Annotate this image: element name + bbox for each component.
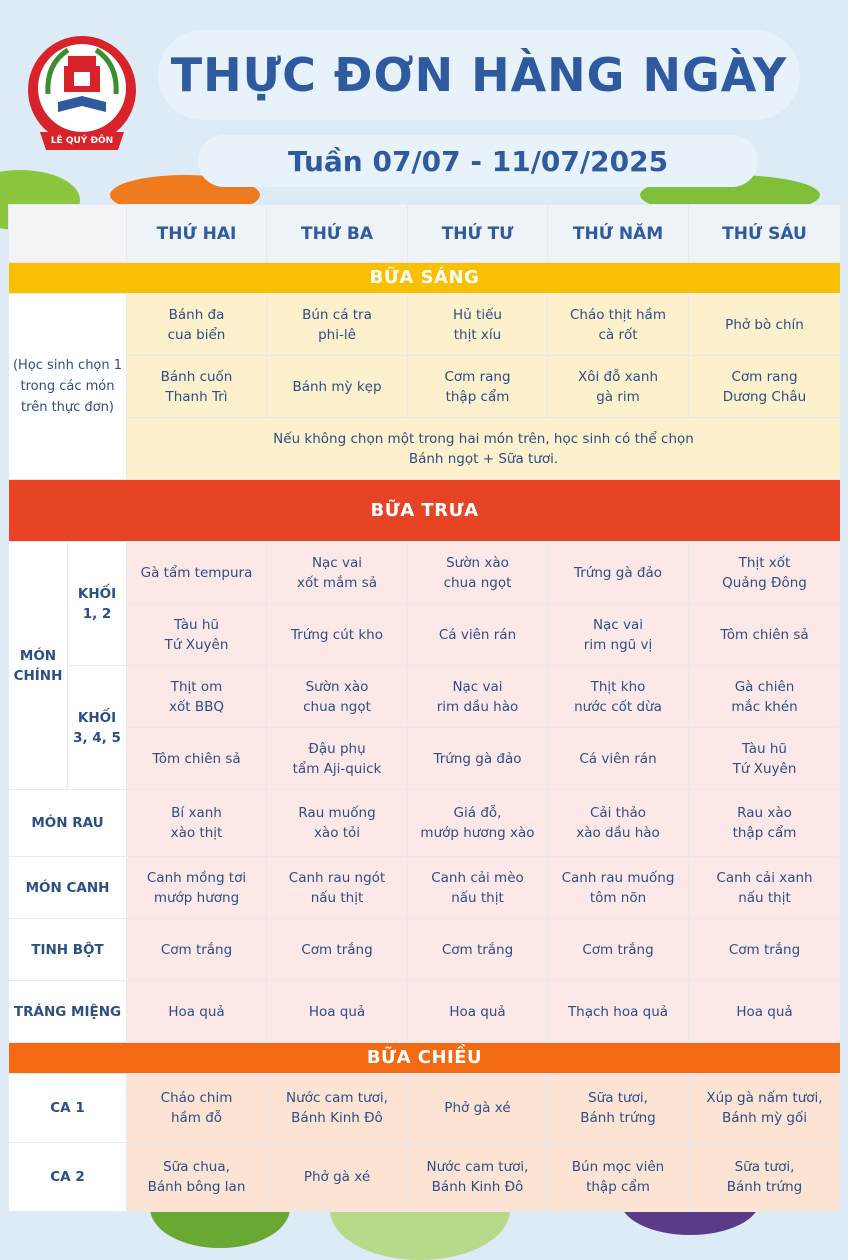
menu-cell: Sữa tươi, Bánh trứng	[689, 1143, 841, 1212]
menu-cell: Canh rau ngót nấu thịt	[267, 857, 408, 919]
lunch-band	[9, 480, 841, 542]
menu-cell: Trứng gà đảo	[548, 542, 689, 604]
menu-cell: Bánh cuốn Thanh Trì	[127, 356, 267, 418]
table-row	[9, 542, 841, 604]
breakfast-side-label: (Học sinh chọn 1 trong các món trên thực đơn)	[9, 294, 127, 480]
menu-cell: Cơm trắng	[548, 919, 689, 981]
menu-cell: Hoa quả	[127, 981, 267, 1043]
row-label: CA 1	[9, 1074, 127, 1143]
menu-cell: Hoa quả	[267, 981, 408, 1043]
menu-cell: Thịt xốt Quảng Đông	[689, 542, 841, 604]
menu-cell: Cháo chim hầm đỗ	[127, 1074, 267, 1143]
row-label: MÓN RAU	[9, 790, 127, 857]
table-row	[9, 666, 841, 728]
table-row	[9, 919, 841, 981]
school-logo	[28, 24, 136, 164]
week-range: Tuần 07/07 - 11/07/2025	[198, 135, 758, 187]
menu-cell: Sữa chua, Bánh bông lan	[127, 1143, 267, 1212]
table-row	[9, 604, 841, 666]
menu-cell: Trứng gà đảo	[408, 728, 548, 790]
table-row	[9, 1074, 841, 1143]
day-header: THỨ TƯ	[408, 205, 548, 263]
menu-cell: Nước cam tươi, Bánh Kinh Đô	[267, 1074, 408, 1143]
menu-cell: Sữa tươi, Bánh trứng	[548, 1074, 689, 1143]
menu-cell: Bí xanh xào thịt	[127, 790, 267, 857]
table-row	[9, 790, 841, 857]
menu-cell: Phở bò chín	[689, 294, 841, 356]
menu-cell: Hủ tiếu thịt xíu	[408, 294, 548, 356]
menu-cell: Cơm rang Dương Châu	[689, 356, 841, 418]
menu-cell: Cơm trắng	[408, 919, 548, 981]
menu-cell: Nước cam tươi, Bánh Kinh Đô	[408, 1143, 548, 1212]
menu-cell: Cải thảo xào dầu hào	[548, 790, 689, 857]
menu-cell: Canh rau muống tôm nõn	[548, 857, 689, 919]
menu-cell: Bánh đa cua biển	[127, 294, 267, 356]
afternoon-title: BỮA CHIỀU	[9, 1043, 841, 1074]
menu-cell: Cá viên rán	[548, 728, 689, 790]
day-header: THỨ HAI	[127, 205, 267, 263]
menu-cell: Đậu phụ tẩm Aji-quick	[267, 728, 408, 790]
menu-cell: Sườn xào chua ngọt	[267, 666, 408, 728]
menu-cell: Bún mọc viên thập cẩm	[548, 1143, 689, 1212]
menu-cell: Trứng cút kho	[267, 604, 408, 666]
menu-cell: Nạc vai rim ngũ vị	[548, 604, 689, 666]
menu-cell: Gà tẩm tempura	[127, 542, 267, 604]
menu-cell: Phở gà xé	[267, 1143, 408, 1212]
menu-cell: Cá viên rán	[408, 604, 548, 666]
row-label: MÓN CANH	[9, 857, 127, 919]
table-row	[9, 1143, 841, 1212]
menu-cell: Tàu hũ Tứ Xuyên	[689, 728, 841, 790]
table-row	[9, 728, 841, 790]
day-header-row	[9, 205, 841, 263]
menu-cell: Tàu hũ Tứ Xuyên	[127, 604, 267, 666]
menu-cell: Giá đỗ, mướp hương xào	[408, 790, 548, 857]
header-corner	[9, 205, 127, 263]
menu-cell: Sườn xào chua ngọt	[408, 542, 548, 604]
breakfast-title: BỮA SÁNG	[9, 263, 841, 294]
menu-cell: Phở gà xé	[408, 1074, 548, 1143]
breakfast-note-row	[9, 418, 841, 480]
menu-cell: Canh cải xanh nấu thịt	[689, 857, 841, 919]
menu-cell: Hoa quả	[689, 981, 841, 1043]
menu-cell: Thạch hoa quả	[548, 981, 689, 1043]
menu-cell: Bánh mỳ kẹp	[267, 356, 408, 418]
day-header: THỨ BA	[267, 205, 408, 263]
menu-cell: Nạc vai rim dầu hào	[408, 666, 548, 728]
menu-cell: Rau muống xào tỏi	[267, 790, 408, 857]
row-label: TRÁNG MIỆNG	[9, 981, 127, 1043]
menu-cell: Cơm trắng	[127, 919, 267, 981]
table-row	[9, 356, 841, 418]
menu-cell: Tôm chiên sả	[689, 604, 841, 666]
menu-cell: Gà chiên mắc khén	[689, 666, 841, 728]
main-dish-label: MÓN CHÍNH	[9, 542, 68, 790]
row-label: TINH BỘT	[9, 919, 127, 981]
day-header: THỨ NĂM	[548, 205, 689, 263]
menu-cell: Cơm trắng	[689, 919, 841, 981]
grade-group-label: KHỐI 1, 2	[68, 542, 127, 666]
menu-cell: Cháo thịt hầm cà rốt	[548, 294, 689, 356]
row-label: CA 2	[9, 1143, 127, 1212]
menu-cell: Cơm trắng	[267, 919, 408, 981]
table-row	[9, 857, 841, 919]
menu-cell: Thịt om xốt BBQ	[127, 666, 267, 728]
menu-cell: Xúp gà nấm tươi, Bánh mỳ gối	[689, 1074, 841, 1143]
breakfast-band	[9, 263, 841, 294]
menu-cell: Rau xào thập cẩm	[689, 790, 841, 857]
menu-cell: Hoa quả	[408, 981, 548, 1043]
lunch-title: BỮA TRƯA	[9, 480, 841, 542]
menu-cell: Nạc vai xốt mắm sả	[267, 542, 408, 604]
breakfast-note: Nếu không chọn một trong hai món trên, học sinh có thể chọn Bánh ngọt + Sữa tươi.	[127, 418, 841, 480]
menu-cell: Bún cá tra phi-lê	[267, 294, 408, 356]
menu-cell: Xôi đỗ xanh gà rim	[548, 356, 689, 418]
menu-cell: Canh mồng tơi mướp hương	[127, 857, 267, 919]
day-header: THỨ SÁU	[689, 205, 841, 263]
table-row	[9, 294, 841, 356]
table-row	[9, 981, 841, 1043]
page-title: THỰC ĐƠN HÀNG NGÀY	[158, 30, 800, 120]
menu-cell: Cơm rang thập cẩm	[408, 356, 548, 418]
logo-text: LÊ QUÝ ĐÔN	[50, 136, 114, 146]
grade-group-label: KHỐI 3, 4, 5	[68, 666, 127, 790]
menu-table	[8, 204, 841, 1212]
menu-cell: Canh cải mèo nấu thịt	[408, 857, 548, 919]
menu-cell: Tôm chiên sả	[127, 728, 267, 790]
menu-cell: Thịt kho nước cốt dừa	[548, 666, 689, 728]
afternoon-band	[9, 1043, 841, 1074]
